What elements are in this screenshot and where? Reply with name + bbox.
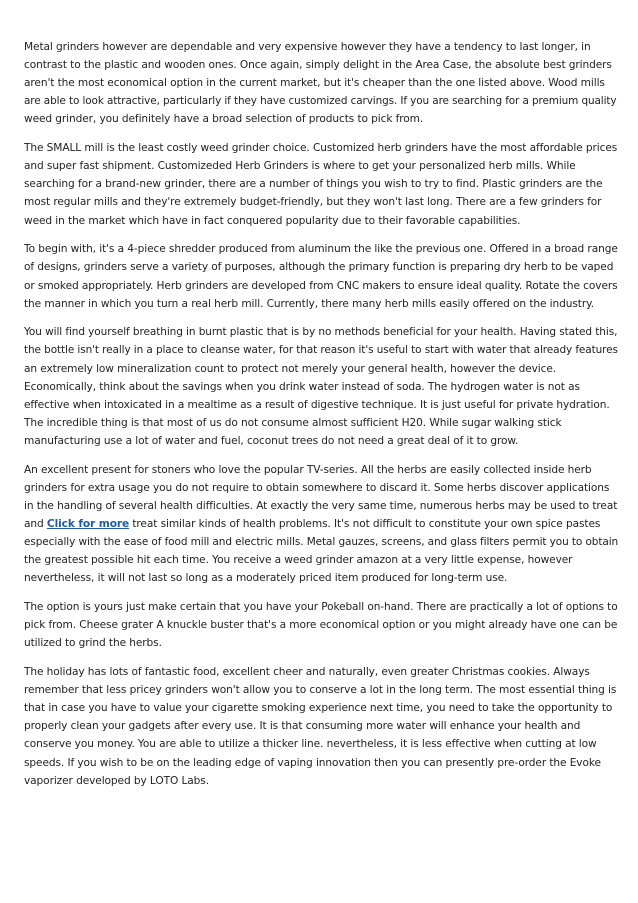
- text-line: Metal grinders however are dependable and very expensive however they have a tendency to last longer, in: [24, 41, 591, 53]
- text-line: aren't the most economical option in the current market, but it's cheaper than the one listed above. Wood mills: [24, 77, 605, 90]
- text-line: effective when intoxicated in a mealtime as a result of digestive technique. It is just useful for private hydration.: [24, 398, 610, 411]
- text-line: the bottle isn't really in a place to cleanse water, for that reason it's useful to start with water that already features: [24, 344, 618, 357]
- text-line: Economically, think about the savings when you drink water instead of soda. The hydrogen water is not as: [24, 380, 580, 393]
- text-line: conserve you money. You are able to utilize a thicker line. nevertheless, it is less effective when cutting at low: [24, 738, 597, 751]
- paragraph-4: [24, 323, 618, 450]
- text-line: utilized to grind the herbs.: [24, 637, 162, 650]
- paragraph-7: [24, 663, 618, 790]
- text-line-with-link: [24, 515, 618, 533]
- link-prefix: and: [24, 518, 47, 530]
- text-line: searching for a brand-new grinder, there are a number of things you wish to try to find. Plastic grinders are the: [24, 178, 603, 191]
- text-line: The incredible thing is that most of us do not consume almost sufficient H20. While sugar walking stick: [24, 416, 562, 429]
- text-line: and super fast shipment. Customizeded Herb Grinders is where to get your personalized herb mills. While: [24, 160, 576, 173]
- text-line: vaporizer developed by LOTO Labs.: [24, 774, 209, 787]
- click-for-more-link[interactable]: Click for more: [46, 518, 130, 530]
- paragraph-3: [24, 240, 618, 312]
- text-line: The SMALL mill is the least costly weed grinder choice. Customized herb grinders have the most affordable prices: [24, 142, 618, 155]
- text-line: an extremely low mineralization count to protect not merely your general health, however the device.: [24, 362, 557, 375]
- text-line: the greatest possible hit each time. You receive a weed grinder amazon at a very little expense, however: [24, 554, 573, 567]
- text-line: weed grinder, you definitely have a broad selection of products to pick from.: [24, 113, 424, 126]
- text-line: remember that less pricey grinders won't allow you to conserve a lot in the long term. The most essential thing is: [24, 684, 617, 697]
- text-line: You will find yourself breathing in burnt plastic that is by no methods beneficial for your health. Having stated this,: [24, 326, 618, 339]
- text-line: An excellent present for stoners who love the popular TV-series. All the herbs are easily collected inside herb: [24, 463, 592, 476]
- text-line: the manner in which you turn a real herb mill. Currently, there many herb mills easily offered on the industry.: [24, 297, 595, 310]
- text-line: nevertheless, it will not last so long as a moderately priced item produced for long-term use.: [24, 572, 508, 585]
- text-line: that in case you have to value your cigarette smoking experience next time, you need to take the opportunity to: [24, 702, 613, 715]
- paragraph-1: [24, 38, 618, 128]
- text-line: pick from. Cheese grater A knuckle buster that's a more economical option or you might already have one can be: [24, 619, 618, 632]
- text-line: or smoked appropriately. Herb grinders are developed from CNC makers to ensure ideal quality. Rotate the covers: [24, 279, 618, 292]
- text-line: properly clean your gadgets after every use. It is that consuming more water will enhance your health and: [24, 720, 581, 733]
- text-line: contrast to the plastic and wooden ones. Once again, simply delight in the Area Case, the absolute best grinders: [24, 59, 612, 72]
- text-line: most regular mills and they're extremely budget-friendly, but they won't last long. There are a few grinders for: [24, 196, 602, 209]
- text-line: speeds. If you wish to be on the leading edge of vaping innovation then you can presently pre-order the Evoke: [24, 756, 601, 769]
- text-line: in the handling of several health difficulties. At exactly the very same time, numerous herbs may be used to treat: [24, 499, 618, 512]
- paragraph-6: [24, 598, 618, 652]
- text-line: The option is yours just make certain that you have your Pokeball on-hand. There are practically a lot of options to: [24, 601, 618, 614]
- paragraph-2: [24, 139, 618, 229]
- text-line: are able to look attractive, particularly if they have customized carvings. If you are searching for a premium quality: [24, 95, 617, 108]
- text-line: manufacturing use a lot of water and fuel, coconut trees do not need a great deal of it to grow.: [24, 434, 519, 447]
- text-line: of designs, grinders serve a variety of purposes, although the primary function is preparing dry herb to be vaped: [24, 261, 614, 274]
- text-line: The holiday has lots of fantastic food, excellent cheer and naturally, even greater Christmas cookies. Always: [24, 666, 590, 679]
- document-page: [24, 38, 618, 800]
- text-line: To begin with, it's a 4-piece shredder produced from aluminum the like the previous one. Offered in a broad range: [24, 243, 618, 256]
- text-line: grinders for extra usage you do not require to obtain somewhere to discard it. Some herbs discover applications: [24, 481, 610, 494]
- link-suffix: treat similar kinds of health problems. It's not difficult to constitute your own spice pastes: [129, 518, 601, 530]
- text-line: weed in the market which have in fact conquered popularity due to their favorable capabilities.: [24, 214, 521, 227]
- text-line: especially with the ease of food mill and electric mills. Metal gauzes, screens, and glass filters permit you to obtain: [24, 536, 619, 549]
- paragraph-5: [24, 461, 618, 588]
